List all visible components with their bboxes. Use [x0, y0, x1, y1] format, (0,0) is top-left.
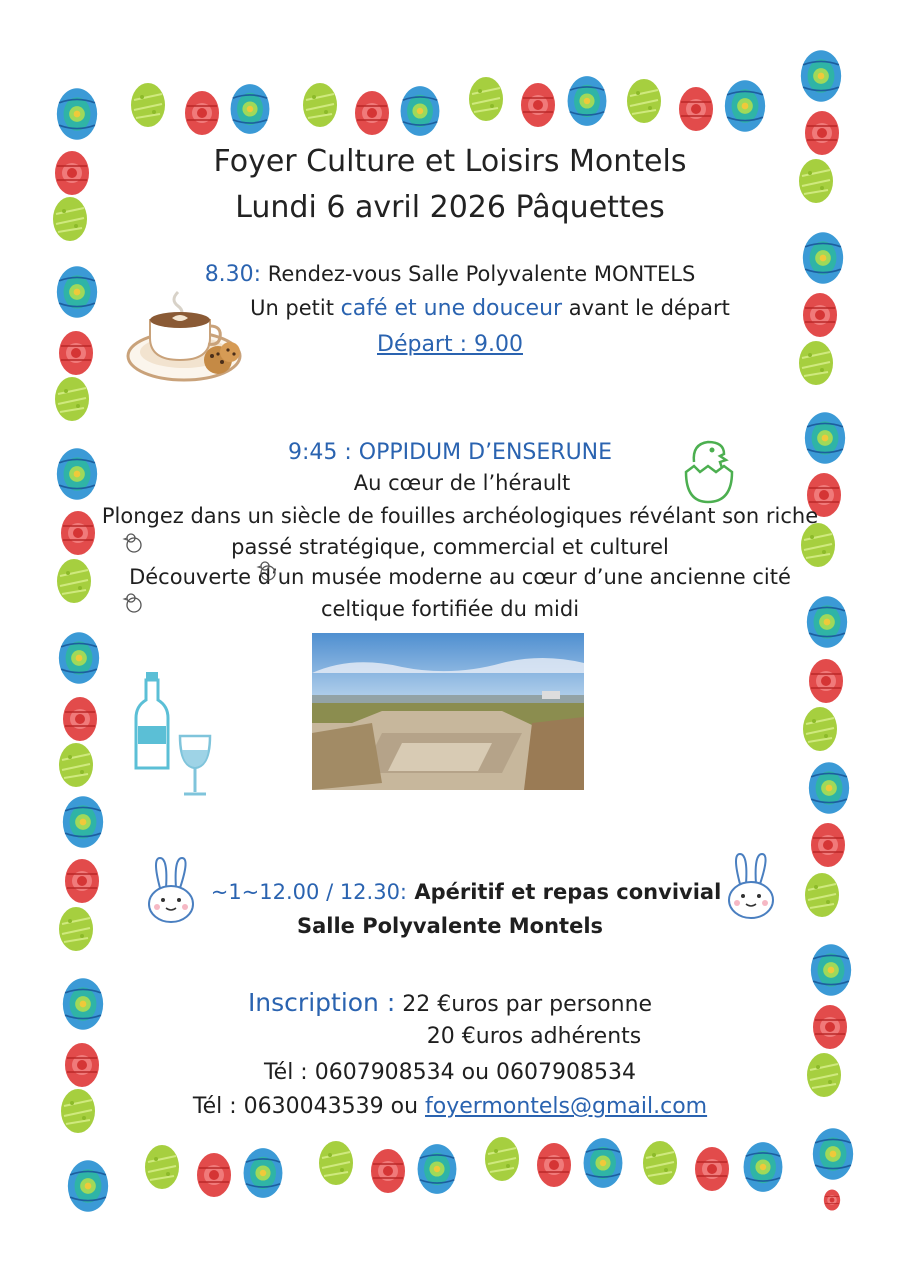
- registration-price-adherent: 20 €uros adhérents: [426, 1024, 642, 1049]
- coffee-suffix: avant le départ: [562, 296, 730, 320]
- lunch-line: [16, 880, 900, 904]
- egg-decoration-icon: [692, 1144, 732, 1194]
- egg-decoration-icon: [396, 84, 444, 138]
- page-title-line1: Foyer Culture et Loisirs Montels: [213, 144, 687, 179]
- egg-decoration-icon: [142, 1142, 182, 1192]
- contact-line-2: [0, 1094, 900, 1119]
- egg-decoration-icon: [800, 704, 840, 754]
- registration-line: [0, 988, 900, 1017]
- visit-line3: passé stratégique, commercial et culturel: [231, 535, 669, 559]
- contact-email-link[interactable]: foyermontels@gmail.com: [425, 1094, 708, 1119]
- egg-decoration-icon: [52, 86, 102, 142]
- coffee-cup-icon: [126, 290, 244, 386]
- egg-decoration-icon: [676, 84, 716, 134]
- egg-decoration-icon: [794, 48, 848, 104]
- egg-decoration-icon: [182, 88, 222, 138]
- egg-decoration-icon: [60, 694, 100, 744]
- visit-line5: celtique fortifiée du midi: [320, 597, 580, 621]
- egg-decoration-icon: [466, 74, 506, 124]
- egg-decoration-icon: [534, 1140, 574, 1190]
- egg-decoration-icon: [412, 1142, 462, 1196]
- egg-decoration-icon: [226, 82, 274, 136]
- egg-decoration-icon: [802, 760, 856, 816]
- egg-decoration-icon: [56, 740, 96, 790]
- visit-heading: 9:45 : OPPIDUM D’ENSERUNE: [287, 440, 613, 465]
- egg-decoration-icon: [562, 74, 612, 128]
- egg-decoration-icon: [806, 1126, 860, 1182]
- egg-decoration-icon: [238, 1146, 288, 1200]
- wine-bottle-icon: [132, 670, 172, 770]
- visit-line1: Au cœur de l’hérault: [353, 471, 571, 495]
- contact-phone-1: Tél : 0607908534 ou 0607908534: [263, 1060, 637, 1085]
- egg-decoration-icon: [300, 80, 340, 130]
- egg-decoration-icon: [518, 80, 558, 130]
- egg-decoration-icon: [808, 820, 848, 870]
- egg-decoration-icon: [128, 80, 168, 130]
- meeting-line: [0, 262, 900, 287]
- coffee-prefix: Un petit: [250, 296, 341, 320]
- meeting-time: 8.30:: [204, 262, 262, 287]
- egg-decoration-icon: [720, 78, 770, 134]
- registration-label: Inscription :: [247, 988, 396, 1017]
- egg-decoration-icon: [624, 76, 664, 126]
- egg-decoration-icon: [578, 1136, 628, 1190]
- egg-decoration-icon: [52, 374, 92, 424]
- lunch-place: Salle Polyvalente Montels: [296, 914, 604, 938]
- chick-icon: [256, 560, 278, 582]
- lunch-time: ~1~12.00 / 12.30:: [210, 880, 408, 904]
- coffee-highlight: café et une douceur: [340, 296, 563, 321]
- egg-decoration-icon: [58, 794, 108, 850]
- egg-decoration-icon: [812, 1188, 852, 1212]
- page-title-line2: Lundi 6 avril 2026 Pâquettes: [235, 190, 665, 225]
- wine-glass-icon: [176, 732, 214, 798]
- meeting-place: Rendez-vous Salle Polyvalente MONTELS: [267, 262, 696, 286]
- visit-line2: Plongez dans un siècle de fouilles archéologiques révélant son riche: [101, 504, 819, 528]
- lunch-description: Apéritif et repas convivial: [407, 880, 722, 904]
- egg-decoration-icon: [368, 1146, 408, 1196]
- egg-decoration-icon: [194, 1150, 234, 1200]
- egg-decoration-icon: [316, 1138, 356, 1188]
- oppidum-photo: [312, 633, 584, 790]
- egg-decoration-icon: [806, 656, 846, 706]
- egg-decoration-icon: [482, 1134, 522, 1184]
- visit-line4: Découverte d’un musée moderne au cœur d’une ancienne cité: [129, 565, 791, 589]
- chick-icon: [122, 532, 144, 554]
- egg-decoration-icon: [54, 630, 104, 686]
- chick-icon: [122, 592, 144, 614]
- registration-price-member: 22 €uros par personne: [395, 992, 653, 1017]
- hatching-dinosaur-icon: [680, 438, 740, 508]
- egg-decoration-icon: [640, 1138, 680, 1188]
- departure-time: Départ : 9.00: [377, 332, 523, 357]
- egg-decoration-icon: [738, 1140, 788, 1194]
- egg-decoration-icon: [62, 1158, 114, 1214]
- egg-decoration-icon: [352, 88, 392, 138]
- contact-phone-2: Tél : 0630043539 ou: [192, 1094, 426, 1119]
